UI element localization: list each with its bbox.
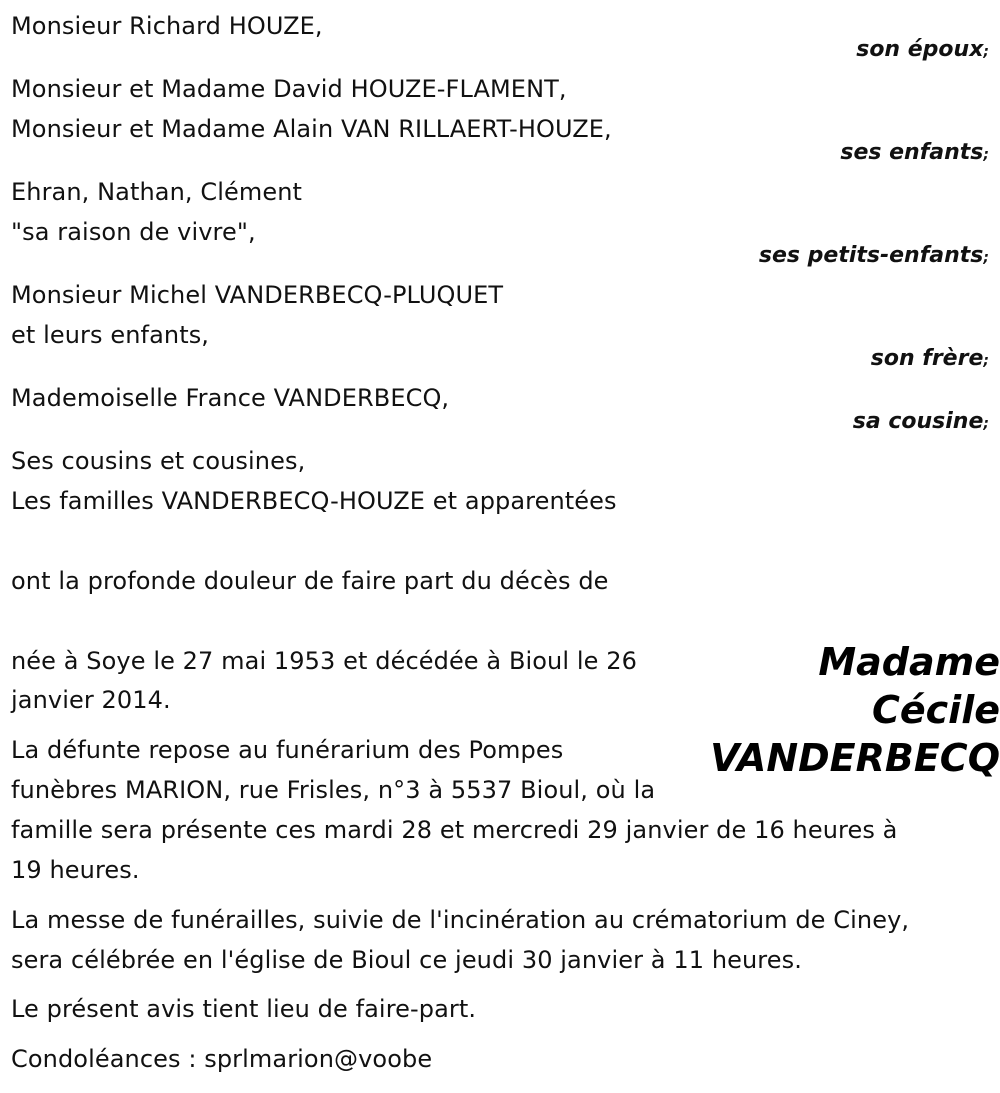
relation-label: son époux (856, 37, 984, 62)
family-line-brother: Monsieur Michel VANDERBECQ-PLUQUET (11, 281, 504, 309)
family-line-brother-children: et leurs enfants, (11, 321, 210, 349)
mass-line-1: La messe de funérailles, suivie de l'incinération au crématorium de Ciney, (11, 906, 910, 934)
relation-label: sa cousine (852, 409, 984, 434)
relation-label: son frère (870, 346, 984, 371)
relation-children (840, 138, 989, 170)
funerarium-line-1: La défunte repose au funérarium des Pompes (11, 736, 564, 764)
birth-death-line-1: née à Soye le 27 mai 1953 et décédée à Bioul le 26 (11, 647, 637, 675)
deceased-title: Madame (818, 640, 1000, 684)
relation-separator: ; (983, 416, 989, 432)
condolences-line: Condoléances : sprlmarion@voobe (11, 1045, 433, 1073)
funerarium-line-3: famille sera présente ces mardi 28 et mercredi 29 janvier de 16 heures à (11, 816, 898, 844)
relation-label: ses petits-enfants (758, 243, 984, 268)
family-line-grandchildren: Ehran, Nathan, Clément (11, 178, 303, 206)
deceased-first-name: Cécile (871, 688, 1000, 732)
deceased-name (700, 638, 1000, 782)
announcement-line: ont la profonde douleur de faire part du décès de (11, 567, 609, 595)
relation-cousin (853, 407, 989, 439)
family-line-child-1: Monsieur et Madame David HOUZE-FLAMENT, (11, 75, 567, 103)
relation-separator: ; (983, 353, 989, 369)
deceased-last-name: VANDERBECQ (710, 736, 1000, 780)
relation-separator: ; (983, 250, 989, 266)
birth-death-line-2: janvier 2014. (11, 686, 171, 714)
relation-separator: ; (983, 44, 989, 60)
notice-line: Le présent avis tient lieu de faire-part. (11, 995, 477, 1023)
family-line-child-2: Monsieur et Madame Alain VAN RILLAERT-HOUZE, (11, 115, 612, 143)
mass-line-2: sera célébrée en l'église de Bioul ce jeudi 30 janvier à 11 heures. (11, 946, 802, 974)
family-line-grandchildren-note: "sa raison de vivre", (11, 218, 256, 246)
funerarium-line-4: 19 heures. (11, 856, 140, 884)
relation-brother (871, 344, 989, 376)
funerarium-line-2: funèbres MARION, rue Frisles, n°3 à 5537 Bioul, où la (11, 776, 656, 804)
relation-husband (856, 35, 989, 67)
family-line-husband: Monsieur Richard HOUZE, (11, 12, 323, 40)
relation-separator: ; (983, 147, 989, 163)
family-line-cousin: Mademoiselle France VANDERBECQ, (11, 384, 450, 412)
relation-label: ses enfants (840, 140, 984, 165)
relation-grandchildren (759, 241, 989, 273)
family-line-families: Les familles VANDERBECQ-HOUZE et apparentées (11, 487, 617, 515)
family-line-cousins: Ses cousins et cousines, (11, 447, 306, 475)
